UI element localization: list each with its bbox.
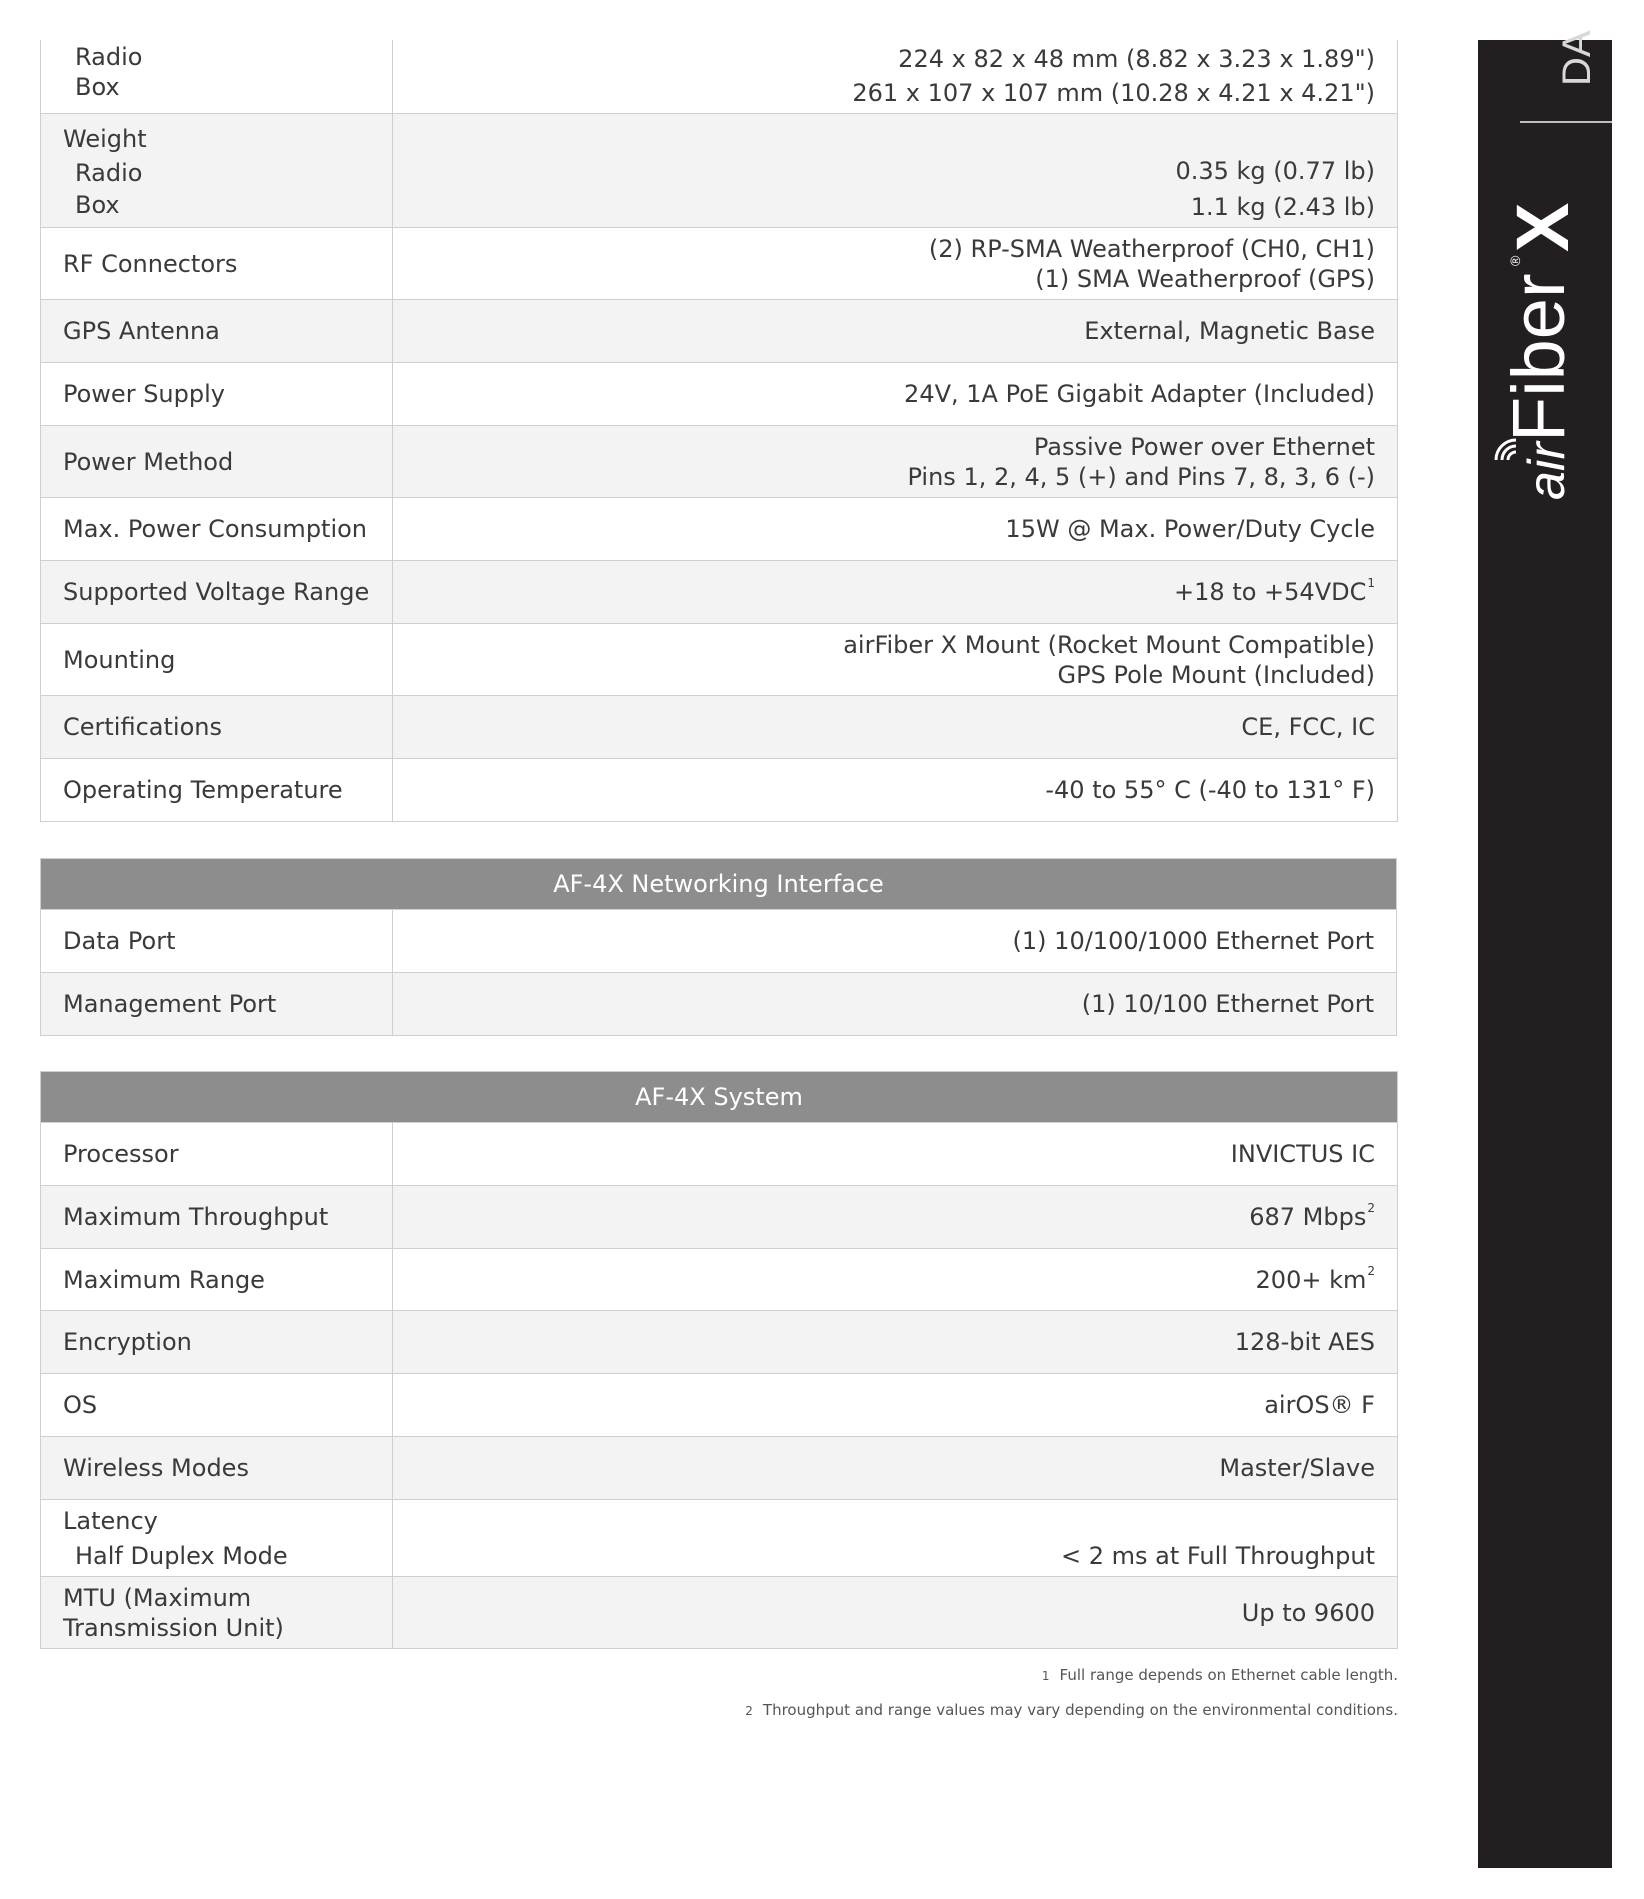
voltage-range-label: Supported Voltage Range xyxy=(63,578,370,606)
mounting-value-1: airFiber X Mount (Rocket Mount Compatible) xyxy=(843,630,1375,659)
data-port-value: (1) 10/100/1000 Ethernet Port xyxy=(1012,927,1374,955)
footnote-ref-2: 2 xyxy=(1367,1263,1375,1278)
power-supply-value: 24V, 1A PoE Gigabit Adapter (Included) xyxy=(904,380,1375,408)
voltage-range-value: +18 to +54VDC xyxy=(1174,578,1367,606)
footnote-1-text: Full range depends on Ethernet cable length. xyxy=(1059,1666,1398,1684)
latency-label: Latency xyxy=(63,1507,158,1535)
processor-value: INVICTUS IC xyxy=(1230,1140,1375,1168)
os-value: airOS® F xyxy=(1264,1391,1375,1419)
footnote-2-mark: 2 xyxy=(745,1704,753,1718)
management-port-row xyxy=(41,973,1396,1036)
gps-antenna-value: External, Magnetic Base xyxy=(1084,317,1375,345)
rf-connectors-row xyxy=(41,228,1397,300)
max-power-label: Max. Power Consumption xyxy=(63,515,368,543)
gps-antenna-row xyxy=(41,300,1397,363)
encryption-row xyxy=(41,1311,1397,1374)
footnote-1-mark: 1 xyxy=(1041,1669,1050,1683)
wifi-signal-icon xyxy=(1496,440,1516,460)
sidebar-tab-text: DA xyxy=(1555,30,1599,86)
latency-half-duplex-label: Half Duplex Mode xyxy=(75,1542,288,1570)
dimensions-radio-label: Radio xyxy=(75,43,143,71)
mounting-label: Mounting xyxy=(63,645,176,674)
logo-registered-mark: ® xyxy=(1507,255,1523,266)
max-range-row xyxy=(41,1249,1397,1311)
certifications-value: CE, FCC, IC xyxy=(1241,713,1375,741)
footnote-2-text: Throughput and range values may vary depending on the environmental conditions. xyxy=(762,1701,1398,1719)
max-throughput-value: 687 Mbps xyxy=(1249,1203,1367,1231)
rf-connectors-label: RF Connectors xyxy=(63,249,238,278)
management-port-label: Management Port xyxy=(63,990,277,1018)
rf-connectors-value-1: (2) RP-SMA Weatherproof (CH0, CH1) xyxy=(928,234,1375,263)
footnote-ref-2: 2 xyxy=(1367,1201,1375,1215)
weight-radio-value: 0.35 kg (0.77 lb) xyxy=(1175,157,1375,185)
power-method-row xyxy=(41,426,1397,498)
logo-x-text: X xyxy=(1501,202,1584,252)
footnote-2 xyxy=(745,1701,1398,1719)
dimensions-box-label: Box xyxy=(75,73,120,101)
max-throughput-label: Maximum Throughput xyxy=(63,1203,329,1231)
networking-interface-table xyxy=(40,858,1397,1036)
footnote-ref-1: 1 xyxy=(1367,576,1375,590)
airfiber-x-logo xyxy=(1478,170,1612,510)
weight-row xyxy=(41,114,1397,228)
max-throughput-row xyxy=(41,1186,1397,1249)
system-title: AF-4X System xyxy=(41,1072,1397,1123)
gps-antenna-label: GPS Antenna xyxy=(63,317,220,345)
encryption-label: Encryption xyxy=(63,1328,192,1356)
dimensions-radio-value: 224 x 82 x 48 mm (8.82 x 3.23 x 1.89") xyxy=(898,45,1375,73)
mtu-row xyxy=(41,1577,1397,1649)
weight-box-label: Box xyxy=(75,191,120,219)
latency-row xyxy=(41,1500,1397,1577)
encryption-value: 128-bit AES xyxy=(1234,1328,1375,1356)
footnote-1 xyxy=(1042,1666,1398,1684)
dimensions-row xyxy=(41,40,1397,114)
brand-sidebar xyxy=(1478,30,1612,1868)
power-method-value-1: Passive Power over Ethernet xyxy=(1033,432,1375,461)
latency-value: < 2 ms at Full Throughput xyxy=(1061,1542,1375,1570)
operating-temp-value: -40 to 55° C (-40 to 131° F) xyxy=(1045,776,1375,804)
mtu-value: Up to 9600 xyxy=(1241,1598,1375,1627)
power-supply-label: Power Supply xyxy=(63,380,225,408)
processor-row xyxy=(41,1123,1397,1186)
processor-label: Processor xyxy=(63,1140,179,1168)
max-range-label: Maximum Range xyxy=(63,1265,265,1294)
mtu-label-line-2: Transmission Unit) xyxy=(63,1613,284,1642)
wireless-modes-row xyxy=(41,1437,1397,1500)
networking-interface-title: AF-4X Networking Interface xyxy=(41,859,1396,910)
wireless-modes-value: Master/Slave xyxy=(1219,1454,1375,1482)
mtu-label-line-1: MTU (Maximum xyxy=(63,1583,252,1612)
weight-label: Weight xyxy=(63,125,147,153)
dimensions-box-value: 261 x 107 x 107 mm (10.28 x 4.21 x 4.21") xyxy=(852,79,1375,107)
os-label: OS xyxy=(63,1391,98,1419)
system-table xyxy=(40,1071,1398,1649)
operating-temp-label: Operating Temperature xyxy=(63,776,343,804)
sidebar-divider xyxy=(1520,121,1612,123)
max-power-value: 15W @ Max. Power/Duty Cycle xyxy=(1005,515,1375,543)
certifications-label: Certifications xyxy=(63,713,222,741)
mounting-row xyxy=(41,624,1397,696)
certifications-row xyxy=(41,696,1397,759)
os-row xyxy=(41,1374,1397,1437)
weight-radio-label: Radio xyxy=(75,159,143,187)
power-supply-row xyxy=(41,363,1397,426)
power-method-label: Power Method xyxy=(63,447,234,476)
logo-air-text: air xyxy=(1518,442,1576,500)
data-port-row xyxy=(41,910,1396,973)
wireless-modes-label: Wireless Modes xyxy=(63,1454,249,1482)
rf-connectors-value-2: (1) SMA Weatherproof (GPS) xyxy=(1035,264,1375,293)
voltage-range-row xyxy=(41,561,1397,624)
max-power-row xyxy=(41,498,1397,561)
max-range-value: 200+ km xyxy=(1255,1265,1367,1294)
weight-box-value: 1.1 kg (2.43 lb) xyxy=(1190,193,1375,221)
logo-fiber-text: Fiber xyxy=(1497,273,1580,442)
data-port-label: Data Port xyxy=(63,927,176,955)
mounting-value-2: GPS Pole Mount (Included) xyxy=(1057,660,1375,689)
management-port-value: (1) 10/100 Ethernet Port xyxy=(1081,990,1374,1018)
physical-specs-table xyxy=(40,40,1398,822)
operating-temp-row xyxy=(41,759,1397,822)
power-method-value-2: Pins 1, 2, 4, 5 (+) and Pins 7, 8, 3, 6 (-) xyxy=(907,462,1375,491)
